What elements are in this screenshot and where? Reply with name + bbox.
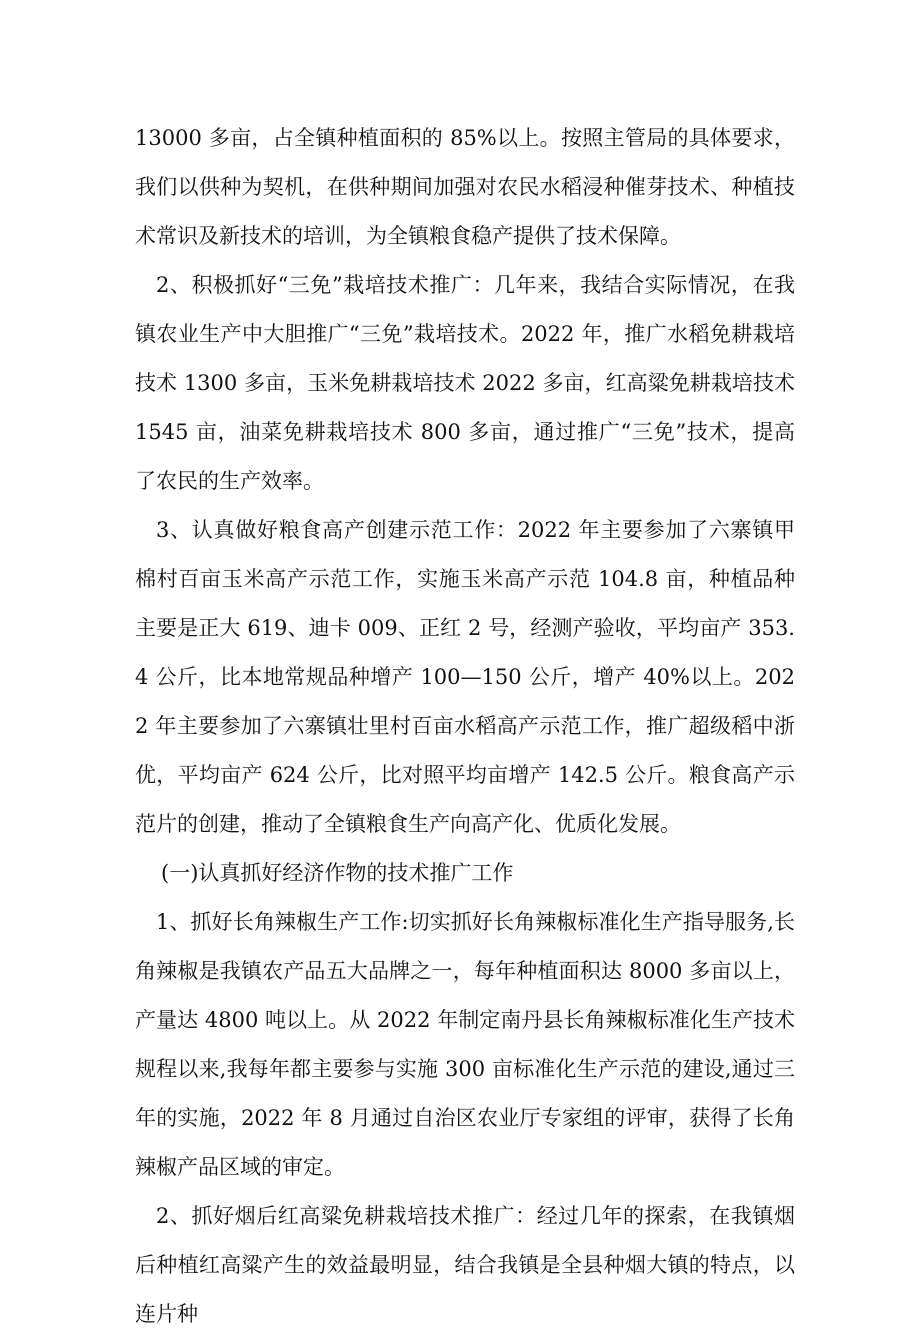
paragraph-three-free-cultivation: 2、积极抓好“三免”栽培技术推广：几年来，我结合实际情况，在我镇农业生产中大胆推广“三免”栽培技术。2022 年，推广水稻免耕栽培技术 1300 多亩，玉米免耕栽培技术 2022 多亩，红高粱免耕栽培技术 1545 亩，油菜免耕栽培技术 800 多亩，通过推广“三免”技术，提高了农民的生产效率。 <box>135 273 795 493</box>
section-heading-cash-crops: (一)认真抓好经济作物的技术推广工作 <box>161 861 514 885</box>
paragraph-long-horn-pepper: 1、抓好长角辣椒生产工作:切实抓好长角辣椒标准化生产指导服务,长角辣椒是我镇农产品五大品牌之一，每年种植面积达 8000 多亩以上，产量达 4800 吨以上。从 2022 年制定南丹县长角辣椒标准化生产技术规程以来,我每年都主要参与实施 300 亩标准化生产示范的建设,通过三年的实施，2022 年 8 月通过自治区农业厅专家组的评审，获得了长角辣椒产品区域的审定。 <box>135 910 795 1179</box>
paragraph-red-sorghum: 2、抓好烟后红高粱免耕栽培技术推广：经过几年的探索，在我镇烟后种植红高粱产生的效益最明显，结合我镇是全县种烟大镇的特点，以连片种 <box>135 1204 795 1326</box>
paragraph-continuation: 13000 多亩，占全镇种植面积的 85%以上。按照主管局的具体要求，我们以供种为契机，在供种期间加强对农民水稻浸种催芽技术、种植技术常识及新技术的培训，为全镇粮食稳产提供了技术保障。 <box>135 126 795 248</box>
paragraph-high-yield-demonstration: 3、认真做好粮食高产创建示范工作：2022 年主要参加了六寨镇甲棉村百亩玉米高产示范工作，实施玉米高产示范 104.8 亩，种植品种主要是正大 619、迪卡 009、正红 2 号，经测产验收，平均亩产 353.4 公斤，比本地常规品种增产 100—150 公斤，增产 40%以上。2022 年主要参加了六寨镇壮里村百亩水稻高产示范工作，推广超级稻中浙优，平均亩产 624 公斤，比对照平均亩增产 142.5 公斤。粮食高产示范片的创建，推动了全镇粮食生产向高产化、优质化发展。 <box>135 518 795 836</box>
document-body <box>135 114 795 1339</box>
